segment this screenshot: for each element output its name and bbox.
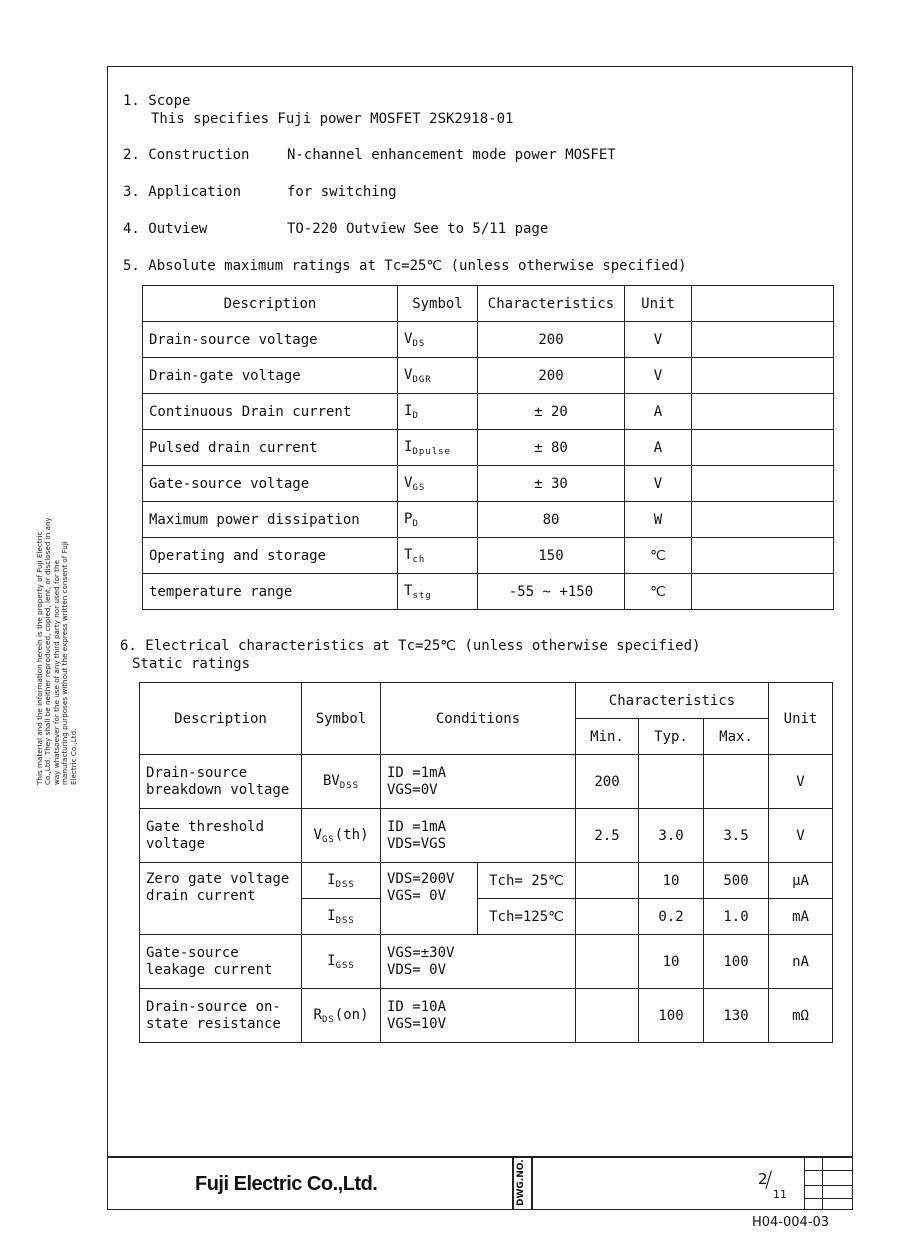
table-row: Continuous Drain current $I_D$ ± 20 A [143, 394, 834, 430]
absolute-ratings-table [142, 285, 834, 610]
el-header-row: Description Symbol Conditions Characteristics Unit [140, 683, 833, 719]
abs-header-blank [692, 286, 834, 322]
abs-header-characteristics: Characteristics [478, 286, 625, 322]
abs-header-row [143, 286, 834, 322]
title-block-rule [804, 1170, 853, 1171]
section-3-heading: 3. Application [123, 184, 242, 200]
drawing-number-label: DWG.NO. [516, 1159, 526, 1206]
document-code: H04-004-03 [752, 1215, 830, 1230]
page-total: 11 [773, 1188, 787, 1201]
table-row: $I_{DSS}$ Tch=125℃ 0.2 1.0 mA [140, 899, 833, 935]
title-block-divider [804, 1157, 805, 1210]
section-6-heading: 6. Electrical characteristics at Tc=25℃ (unless otherwise specified) [120, 638, 701, 654]
table-row: Drain-source voltage $V_{DS}$ 200 V [143, 322, 834, 358]
table-row: Drain-gate voltage $V_{DGR}$ 200 V [143, 358, 834, 394]
title-block-rule [804, 1198, 853, 1199]
side-copyright-note: This material and the information herein is the property of Fuji Electric Co.,Ltd. They shall be neither reproduced, copied, lent, or disclosed in any way whatsoever for the use of any third party nor used for the manufacturing purposes without the express written consent of Fuji Electric Co.,Ltd. [35, 517, 78, 785]
section-2-heading: 2. Construction [123, 147, 250, 163]
title-block-top-rule [107, 1156, 853, 1158]
table-row: Gate-source voltage $V_{GS}$ ± 30 V [143, 466, 834, 502]
el-subheader-row: Min. Typ. Max. [140, 719, 833, 755]
section-2-text: N-channel enhancement mode power MOSFET [287, 147, 616, 163]
table-row: Drain-source breakdown voltage $BV_{DSS}$ ID =1mA VGS=0V 200 V [140, 755, 833, 809]
table-row: Gate-source leakage current $I_{GSS}$ VGS=±30V VDS= 0V 10 100 nA [140, 935, 833, 989]
section-5-heading: 5. Absolute maximum ratings at Tc=25℃ (unless otherwise specified) [123, 258, 687, 274]
section-3-text: for switching [287, 184, 397, 200]
section-4-text: TO-220 Outview See to 5/11 page [287, 221, 549, 237]
electrical-characteristics-table [139, 682, 833, 1043]
page-number-slash: / [765, 1168, 773, 1193]
page-number: 2 [758, 1170, 768, 1188]
section-4-heading: 4. Outview [123, 221, 208, 237]
table-row: temperature range $T_{stg}$ -55 ~ +150 ℃ [143, 574, 834, 610]
table-row: Drain-source on- state resistance $R_{DS}(on)$ ID =10A VGS=10V 100 130 mΩ [140, 989, 833, 1043]
title-block-rule [804, 1185, 853, 1186]
abs-header-description: Description [143, 286, 398, 322]
abs-header-unit: Unit [625, 286, 692, 322]
section-1-text: This specifies Fuji power MOSFET 2SK2918-01 [151, 111, 514, 127]
company-name: Fuji Electric Co.,Ltd. [195, 1173, 378, 1195]
section-1-heading: 1. Scope [123, 93, 191, 109]
table-row: Pulsed drain current $I_{Dpulse}$ ± 80 A [143, 430, 834, 466]
section-6-subheading: Static ratings [132, 656, 251, 672]
table-row: Gate threshold voltage $V_{GS}(th)$ ID =1mA VDS=VGS 2.5 3.0 3.5 V [140, 809, 833, 863]
table-row: Maximum power dissipation $P_D$ 80 W [143, 502, 834, 538]
abs-header-symbol: Symbol [398, 286, 478, 322]
table-row: Operating and storage $T_{ch}$ 150 ℃ [143, 538, 834, 574]
table-row: Zero gate voltage drain current $I_{DSS}$ VDS=200V VGS= 0V Tch= 25℃ 10 500 μA [140, 863, 833, 899]
title-block-divider [531, 1157, 533, 1210]
title-block-divider [822, 1157, 823, 1210]
